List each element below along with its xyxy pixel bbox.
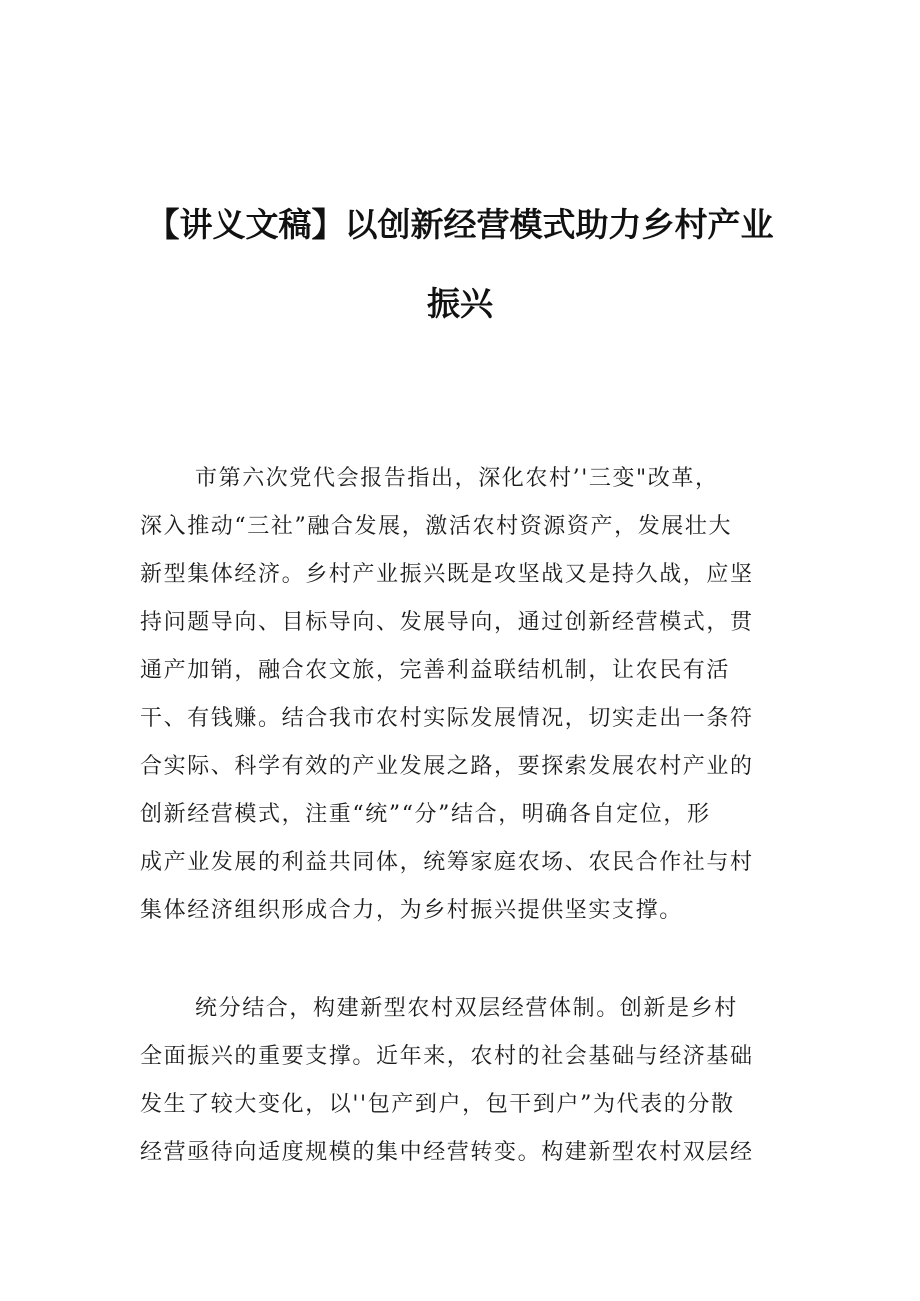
paragraph-line: 创新经营模式，注重“统”“分”结合，明确各自定位，形 — [140, 802, 711, 827]
paragraph-line: 持问题导向、目标导向、发展导向，通过创新经营模式，贯 — [140, 610, 754, 635]
paragraph-line: 通产加销，融合农文旅，完善利益联结机制，让农民有活 — [140, 658, 731, 683]
paragraph-line: 干、有钱赚。结合我市农村实际发展情况，切实走出一条符 — [140, 706, 754, 731]
document-title-line-1: 【讲义文稿】以创新经营模式助力乡村产业 — [146, 205, 774, 244]
paragraph-line: 集体经济组织形成合力，为乡村振兴提供坚实支撑。 — [140, 898, 683, 923]
paragraph-line: 深入推动“三社”融合发展，激活农村资源资产，发展壮大 — [140, 514, 733, 539]
paragraph-line: 成产业发展的利益共同体，统筹家庭农场、农民合作社与村 — [140, 850, 754, 875]
paragraph-line: 新型集体经济。乡村产业振兴既是攻坚战又是持久战，应坚 — [140, 562, 754, 587]
paragraph-line: 合实际、科学有效的产业发展之路，要探索发展农村产业的 — [140, 754, 754, 779]
document-title-line-2: 振兴 — [427, 284, 493, 323]
paragraph-line: 经营亟待向适度规模的集中经营转变。构建新型农村双层经 — [140, 1140, 754, 1165]
paragraph-line: 发生了较大变化，以''包产到户，包干到户”为代表的分散 — [140, 1092, 735, 1117]
paragraph-line: 全面振兴的重要支撑。近年来，农村的社会基础与经济基础 — [140, 1044, 754, 1069]
paragraph-line: 市第六次党代会报告指出，深化农村’'三变"改革， — [195, 466, 719, 491]
paragraph-line: 统分结合，构建新型农村双层经营体制。创新是乡村 — [195, 996, 738, 1021]
